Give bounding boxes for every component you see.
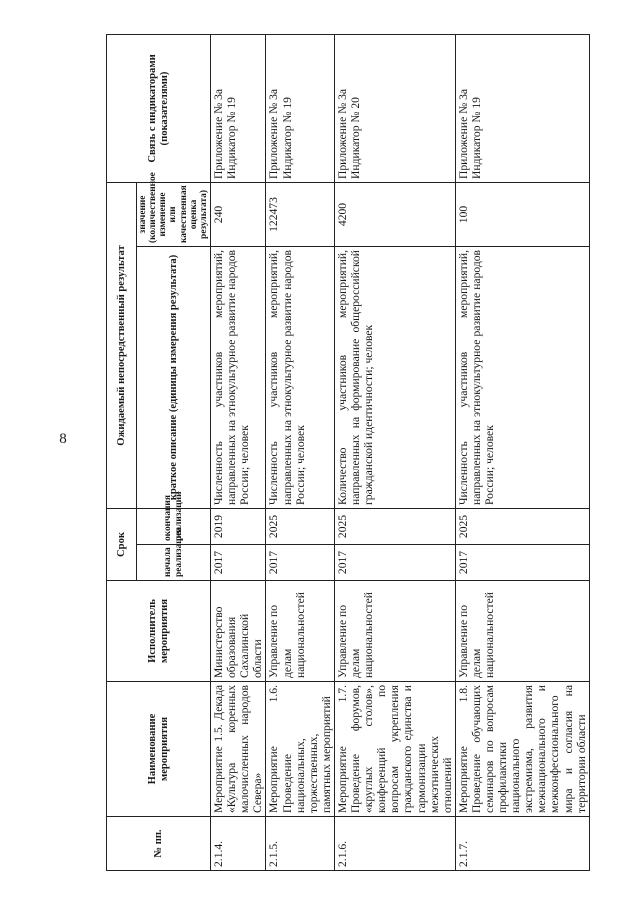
cell-desc: Численность участников мероприятий, направленных на этнокультурное развитие народов России; человек <box>266 246 334 508</box>
header-result-value: значение (количественное изменение или качественная оценка результата) <box>137 182 211 246</box>
cell-executor: Министерство образования Сахалинской области <box>211 581 266 682</box>
header-term-start: начала реализации <box>137 545 211 581</box>
table-row <box>211 34 266 870</box>
header-result-desc: краткое описание (единицы измерения результата) <box>137 246 211 508</box>
cell-value: 122473 <box>266 182 334 246</box>
cell-num: 2.1.4. <box>211 817 266 871</box>
cell-start: 2017 <box>455 545 589 581</box>
program-activities-table <box>106 34 590 871</box>
header-term-end: окончания реализации <box>137 508 211 544</box>
cell-name: Мероприятие 1.6. Проведение национальных, торжественных, памятных мероприятий <box>266 682 334 817</box>
cell-name: Мероприятие 1.8. Проведение обучающих семинаров по вопросам профилактики национального экстремизма, развития межнационального и межконфессионального мира и согласия на территории области <box>455 682 589 817</box>
cell-num: 2.1.5. <box>266 817 334 871</box>
cell-link: Приложение № 3а Индикатор № 20 <box>334 34 455 182</box>
rotated-table-container <box>106 35 588 871</box>
cell-desc: Численность участников мероприятий, направленных на этнокультурное развитие народов России; человек <box>455 246 589 508</box>
header-result: Ожидаемый непосредственный результат <box>107 182 137 508</box>
header-name: Наименование мероприятия <box>107 682 211 817</box>
cell-executor: Управление по делам национальностей <box>266 581 334 682</box>
header-link: Связь с индикаторами (показателями) <box>107 34 211 182</box>
header-term: Срок <box>107 508 137 580</box>
table-header-row <box>107 34 137 870</box>
cell-desc: Количество участников мероприятий, направленных на формирование общероссийской гражданской идентичности; человек <box>334 246 455 508</box>
cell-link: Приложение № 3а Индикатор № 19 <box>266 34 334 182</box>
cell-end: 2025 <box>455 508 589 544</box>
cell-executor: Управление по делам национальностей <box>334 581 455 682</box>
table-row <box>334 34 455 870</box>
cell-start: 2017 <box>334 545 455 581</box>
cell-num: 2.1.6. <box>334 817 455 871</box>
page-number: 8 <box>59 431 67 447</box>
cell-end: 2025 <box>334 508 455 544</box>
cell-value: 4200 <box>334 182 455 246</box>
table-row <box>266 34 334 870</box>
cell-num: 2.1.7. <box>455 817 589 871</box>
cell-name: Мероприятие 1.7. Проведение форумов, «круглых столов», конференций по вопросам укрепления гражданского единства и гармонизации межэтнических отношений <box>334 682 455 817</box>
cell-end: 2019 <box>211 508 266 544</box>
cell-link: Приложение № 3а Индикатор № 19 <box>211 34 266 182</box>
cell-desc: Численность участников мероприятий, направленных на этнокультурное развитие народов России; человек <box>211 246 266 508</box>
cell-value: 240 <box>211 182 266 246</box>
cell-name: Мероприятие 1.5. Декада «Культура коренных малочисленных народов Севера» <box>211 682 266 817</box>
cell-link: Приложение № 3а Индикатор № 19 <box>455 34 589 182</box>
header-executor: Исполнитель мероприятия <box>107 581 211 682</box>
cell-executor: Управление по делам национальностей <box>455 581 589 682</box>
cell-start: 2017 <box>211 545 266 581</box>
cell-start: 2017 <box>266 545 334 581</box>
header-num: № пп. <box>107 817 211 871</box>
table-row <box>455 34 589 870</box>
cell-value: 100 <box>455 182 589 246</box>
cell-end: 2025 <box>266 508 334 544</box>
